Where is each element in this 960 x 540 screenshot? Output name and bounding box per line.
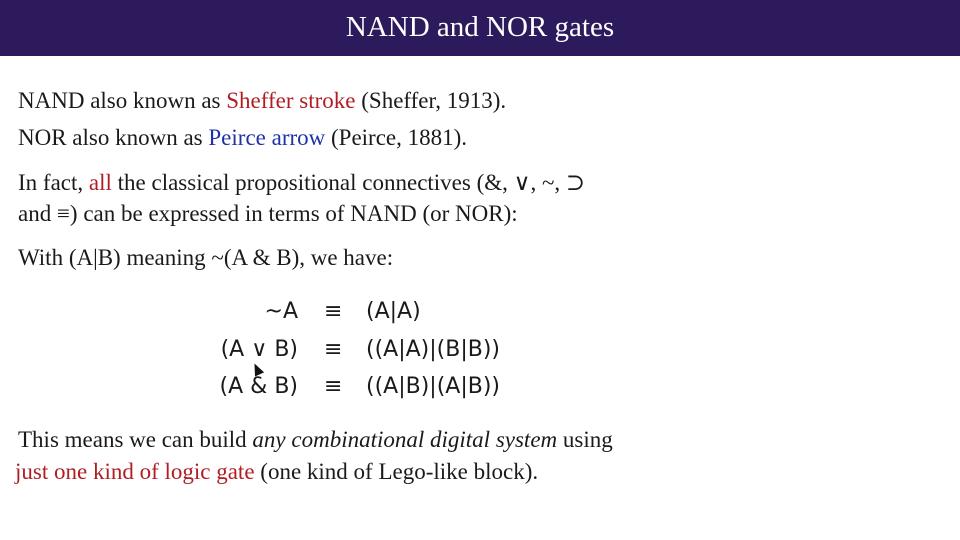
equation-rhs: ((A|B)|(A|B)) [366, 374, 501, 399]
sheffer-citation: (Sheffer, 1913). [355, 88, 507, 113]
conclusion-text-a: This means we can build [18, 427, 253, 452]
equivalence-symbol: ≡ [324, 299, 343, 324]
nand-text: NAND also known as [18, 88, 227, 113]
nor-definition [18, 123, 467, 153]
sheffer-stroke-term: Sheffer stroke [226, 88, 356, 113]
conclusion-line-1 [18, 425, 613, 455]
nand-notation-line [18, 243, 393, 273]
combinational-system-emphasis: any combinational digital system [252, 427, 558, 452]
title-bar [0, 0, 960, 56]
connectives-text-d: and ≡) can be expressed in terms of NAND (or NOR): [18, 201, 518, 226]
all-highlight: all [88, 170, 112, 195]
equation-lhs: ~A [264, 299, 298, 324]
connectives-text-c: the classical propositional connectives (&, ∨, ~, ⊃ [111, 170, 586, 195]
connectives-paragraph-line-2 [18, 199, 518, 229]
nand-notation-text: With (A|B) meaning ~(A & B), we have: [18, 245, 394, 270]
nand-definition [18, 86, 506, 116]
peirce-citation: (Peirce, 1881). [325, 125, 468, 150]
connectives-paragraph-line-1 [18, 168, 585, 198]
conclusion-line-2 [15, 457, 538, 487]
slide-title: NAND and NOR gates [345, 10, 615, 43]
equivalence-symbol: ≡ [324, 374, 343, 399]
equation-lhs: (A ∨ B) [220, 337, 298, 362]
conclusion-text-c: using [557, 427, 613, 452]
conclusion-text-e: (one kind of Lego-like block). [254, 459, 539, 484]
connectives-text-a: In fact, [18, 170, 89, 195]
equation-lhs: (A & B) [219, 374, 298, 399]
equivalence-symbol: ≡ [324, 337, 343, 362]
equation-rhs: (A|A) [366, 299, 421, 324]
one-gate-highlight: just one kind of logic gate [15, 459, 255, 484]
equation-rhs: ((A|A)|(B|B)) [366, 337, 501, 362]
peirce-arrow-term: Peirce arrow [208, 125, 326, 150]
nor-text: NOR also known as [18, 125, 209, 150]
